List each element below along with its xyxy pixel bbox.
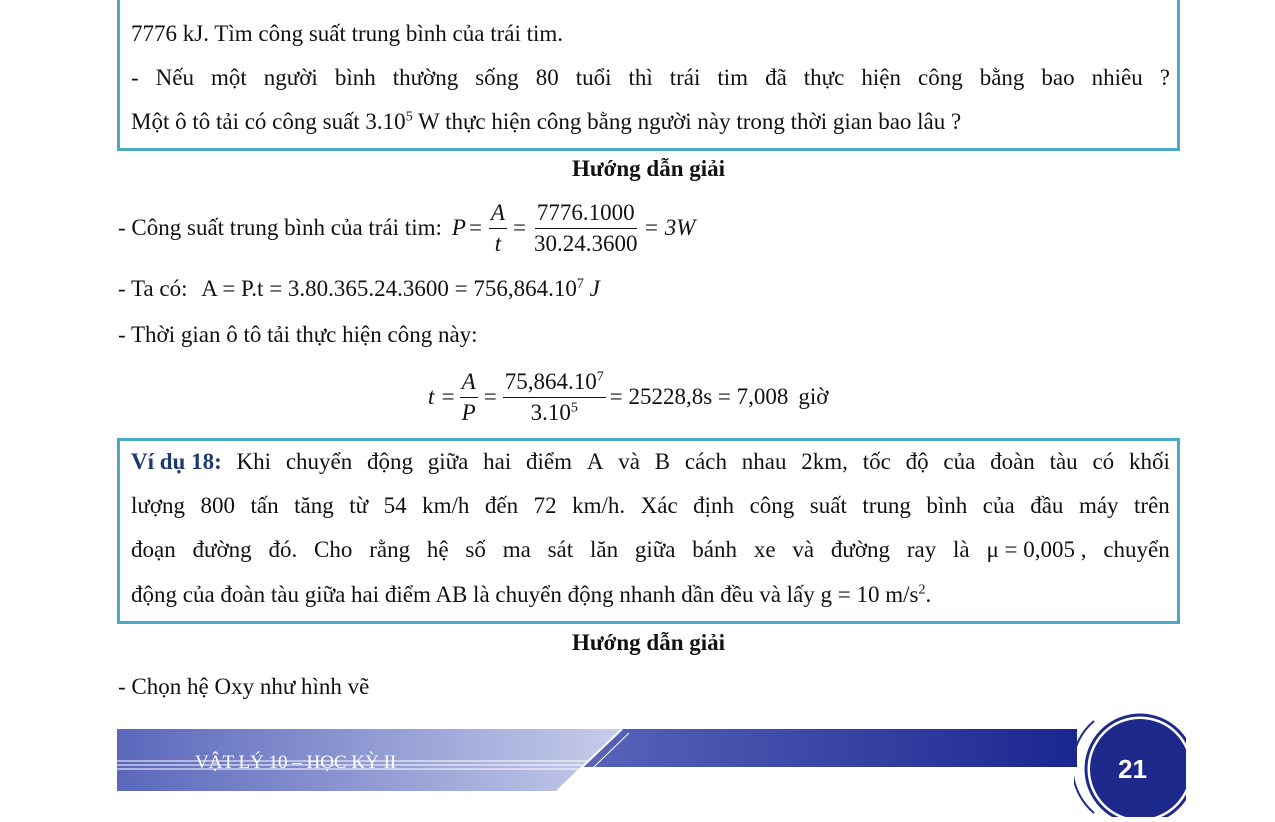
example18-line1-word: cách xyxy=(684,449,727,474)
example18-line3-word: rằng xyxy=(369,537,411,562)
example18-line1-word: chuyển xyxy=(285,449,353,474)
example18-line2-word: 800 xyxy=(200,493,236,518)
formula-time-unit: giờ xyxy=(798,384,829,409)
fraction-a-over-t xyxy=(489,198,507,259)
example-18-box xyxy=(117,438,1180,624)
box1-line2-word: đã xyxy=(765,65,787,90)
example18-line2-word: bình xyxy=(926,493,968,518)
example18-line1-word: tàu xyxy=(1049,449,1078,474)
example18-line1-word: B xyxy=(654,449,671,474)
example18-line3-word: số xyxy=(465,537,486,562)
example18-line2-word: đầu xyxy=(1030,493,1064,518)
box1-line2-word: thường xyxy=(392,65,459,90)
example18-line1-word: A xyxy=(586,449,604,474)
box1-line2-word: bình xyxy=(334,65,376,90)
footer-title: VẬT LÝ 10 – HỌC KỲ II xyxy=(195,752,397,773)
example18-line2-word: suất xyxy=(809,493,847,518)
box1-line2-word: sống xyxy=(475,65,519,90)
example18-line3-word: sát xyxy=(547,537,574,562)
box1-line2-word: tuổi xyxy=(575,65,612,90)
page-number: 21 xyxy=(1118,754,1147,784)
example18-line1-word: đoàn xyxy=(990,449,1035,474)
fraction-den-4-exponent: 5 xyxy=(570,399,578,415)
box1-line2-word: thực xyxy=(803,65,845,90)
solution1-line2-label: - Ta có: xyxy=(118,276,188,301)
example18-line3-word: ma xyxy=(502,537,531,562)
example18-line1-word: và xyxy=(618,449,640,474)
example18-line1-word: 2km, xyxy=(801,449,848,474)
example18-line3-word: đoạn xyxy=(131,537,176,562)
example18-line3 xyxy=(131,536,1170,564)
example18-line3-word: lăn xyxy=(589,537,619,562)
example18-line1-word: khối xyxy=(1128,449,1170,474)
fraction-num-4: 75,864.10 xyxy=(504,368,597,394)
example18-line2-word: của xyxy=(982,493,1015,518)
example18-line1-word: độ xyxy=(905,449,929,474)
example18-line2-word: 72 xyxy=(533,493,557,518)
example18-line3-word: giữa xyxy=(634,537,676,562)
solution-heading-2: Hướng dẫn giải xyxy=(571,630,726,655)
example18-line3-word: chuyển xyxy=(1103,537,1170,562)
example18-line2-word: Xác xyxy=(640,493,678,518)
example18-line3-word: và xyxy=(792,537,815,562)
box1-line2 xyxy=(131,64,1170,92)
example18-line3-word: xe xyxy=(753,537,776,562)
solution1-line4: t = $\frac{A}{P}$ = $\frac{75,864.10^7}{3.10^5}$ = 25228,8s = 7,008 giờ xyxy=(428,364,828,430)
formula-work: A = P.t = 3.80.365.24.3600 = 756,864.10 xyxy=(201,276,577,301)
example18-line1-word: tốc xyxy=(862,449,891,474)
fraction-den-2: 30.24.3600 xyxy=(533,230,638,256)
formula-work-exponent: 7 xyxy=(576,276,584,292)
fraction-num-3: A xyxy=(460,367,478,398)
box1-line2-word: thì xyxy=(628,65,653,90)
example18-line3-word: μ = 0,005 , xyxy=(986,537,1087,562)
example18-line3-word: Cho xyxy=(314,537,353,562)
example18-line3-word: ray xyxy=(906,537,937,562)
formula-work-unit: J xyxy=(589,276,600,301)
solution1-line2 xyxy=(118,275,600,303)
example18-line1-word: giữa xyxy=(427,449,469,474)
example18-line1-word: hai xyxy=(483,449,512,474)
example18-line3-word: đường xyxy=(830,537,891,562)
fraction-den: t xyxy=(494,230,502,256)
example18-line2-word: tăng xyxy=(294,493,334,518)
example18-line1-word: động xyxy=(367,449,414,474)
example-label: Ví dụ 18: xyxy=(131,449,222,474)
page-number-badge xyxy=(1074,713,1186,817)
example18-line3-word: đường xyxy=(192,537,252,562)
fraction-num-4-exponent: 7 xyxy=(596,368,604,384)
example18-line2-word: km/h xyxy=(422,493,470,518)
example18-line3-word: bánh xyxy=(692,537,738,562)
example18-line3-word: đó. xyxy=(268,537,298,562)
box1-line2-word: tim xyxy=(717,65,749,90)
example18-line2-word: từ xyxy=(349,493,369,518)
box1-line2-word: hiện xyxy=(861,65,901,90)
example18-line2-word: trên xyxy=(1134,493,1170,518)
box1-line2-word: 80 xyxy=(535,65,559,90)
example18-line1-word: điểm xyxy=(526,449,573,474)
solution1-line3: - Thời gian ô tô tải thực hiện công này: xyxy=(118,322,478,347)
box1-line2-word: bằng xyxy=(979,65,1025,90)
box1-line2-word: bao xyxy=(1041,65,1075,90)
solution-heading-1: Hướng dẫn giải xyxy=(571,156,726,181)
solution2-line1: - Chọn hệ Oxy như hình vẽ xyxy=(118,674,370,699)
example18-line1-word: Khi xyxy=(236,449,272,474)
fraction-num: A xyxy=(489,198,507,229)
solution1-line1: - Công suất trung bình của trái tim: P = $\frac{A}{t}$ = $\frac{7776.1000}{30.24.3600}$ = 3W xyxy=(118,196,695,260)
example18-line4 xyxy=(131,581,931,609)
box1-line2-word: trái xyxy=(669,65,701,90)
fraction-den-3: P xyxy=(461,399,476,425)
box1-line2-word: - xyxy=(131,65,139,90)
example18-line2-word: công xyxy=(749,493,795,518)
example18-line3-word: hệ xyxy=(426,537,449,562)
example18-line2-word: định xyxy=(693,493,735,518)
example18-line2-word: máy xyxy=(1078,493,1119,518)
fraction-values xyxy=(532,198,640,259)
formula-time-result: = 25228,8s = 7,008 xyxy=(609,384,789,409)
formula-t: t = xyxy=(428,384,456,409)
box1-line2-word: người xyxy=(263,65,318,90)
formula-p: P xyxy=(451,215,466,240)
fraction-values-2 xyxy=(503,367,606,428)
formula-result: = 3W xyxy=(643,215,696,240)
box1-line2-word: công xyxy=(917,65,963,90)
formula-eq: = xyxy=(468,215,482,240)
box1-line3-exponent: 5 xyxy=(405,109,413,125)
box1-line2-word: Nếu xyxy=(155,65,194,90)
example18-line4-period: . xyxy=(925,582,932,607)
example18-line2-word: lượng xyxy=(131,493,186,518)
box1-line3-text-2: W thực hiện công bằng người này trong thời gian bao lâu ? xyxy=(412,109,962,134)
fraction-num-2: 7776.1000 xyxy=(535,198,637,229)
fraction-den-4: 3.10 xyxy=(530,399,571,425)
box1-line2-word: nhiêu xyxy=(1091,65,1143,90)
example18-line2-word: tấn xyxy=(250,493,279,518)
box1-line2-word: một xyxy=(211,65,247,90)
example18-line1-word: có xyxy=(1092,449,1115,474)
example18-line3-word: là xyxy=(953,537,970,562)
example18-line2 xyxy=(131,492,1170,520)
example18-line2-word: 54 xyxy=(383,493,407,518)
solution1-line1-label: - Công suất trung bình của trái tim: xyxy=(118,215,442,240)
box1-line3 xyxy=(131,108,961,136)
exercise-box-1 xyxy=(117,0,1180,151)
example18-line2-word: đến xyxy=(484,493,519,518)
example18-line4-text: động của đoàn tàu giữa hai điểm AB là chuyển động nhanh dần đều và lấy g = 10 m/s xyxy=(131,582,919,607)
example18-line1-word: nhau xyxy=(741,449,787,474)
example18-line2-word: trung xyxy=(862,493,911,518)
box1-line2-word: ? xyxy=(1159,65,1170,90)
example18-line2-word: km/h. xyxy=(572,493,626,518)
example18-line4-exponent: 2 xyxy=(918,582,926,598)
box1-line1: 7776 kJ. Tìm công suất trung bình của trái tim. xyxy=(131,21,564,46)
fraction-a-over-p xyxy=(460,367,478,428)
box1-line3-text: Một ô tô tải có công suất 3.10 xyxy=(131,109,406,134)
example18-line1 xyxy=(131,448,1170,476)
example18-line1-word: của xyxy=(943,449,976,474)
